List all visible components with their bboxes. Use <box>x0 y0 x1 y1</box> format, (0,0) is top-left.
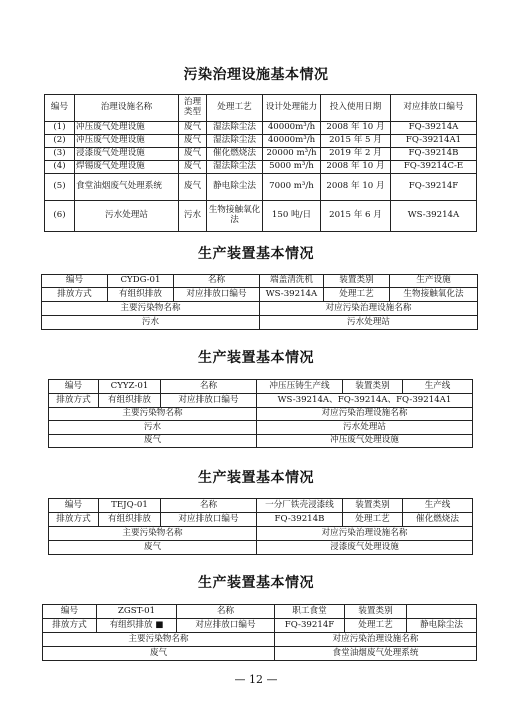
cell-process: 湿法除尘法 <box>207 122 263 135</box>
cell-start-date: 2008 年 10 月 <box>321 122 391 135</box>
cell-treatment-type: 废气 <box>179 122 207 135</box>
pollutant: 污水 <box>42 316 260 330</box>
label-process: 处理工艺 <box>324 288 390 302</box>
device-section-title: 生产装置基本情况 <box>198 470 314 486</box>
cell-start-date: 2008 年 10 月 <box>321 174 391 201</box>
cell-capacity: 7000 m³/h <box>263 174 321 201</box>
page-number: — 12 — <box>234 673 278 686</box>
device-table <box>41 274 478 330</box>
header-process: 处理工艺 <box>207 95 263 122</box>
label-discharge-mode: 排放方式 <box>43 619 97 633</box>
label-main-pollutant: 主要污染物名称 <box>49 408 257 421</box>
outlet-no: WS-39214A <box>260 288 324 302</box>
cell-id: (1) <box>45 122 75 135</box>
cell-outlet: FQ-39214F <box>391 174 477 201</box>
device-name: 端盖清洗机 <box>260 275 324 288</box>
label-device-type: 装置类别 <box>345 605 407 619</box>
pollutant: 废气 <box>43 647 275 661</box>
cell-facility-name: 食堂油烟废气处理系统 <box>75 174 179 201</box>
header-outlet: 对应排放口编号 <box>391 95 477 122</box>
table-row <box>45 161 477 174</box>
label-process: 处理工艺 <box>343 513 403 527</box>
table-row <box>49 435 473 448</box>
header-treatment-type: 治理类型 <box>179 95 207 122</box>
table-row <box>45 174 477 201</box>
cell-treatment-type: 废气 <box>179 161 207 174</box>
cell-start-date: 2015 年 5 月 <box>321 135 391 148</box>
treatment-facility: 浸漆废气处理设施 <box>257 541 473 555</box>
device-table <box>48 379 473 448</box>
pollutant: 废气 <box>49 541 257 555</box>
cell-start-date: 2019 年 2 月 <box>321 148 391 161</box>
label-id: 编号 <box>49 499 99 513</box>
label-id: 编号 <box>49 380 99 394</box>
device-name: 一分厂铁壳浸漆线 <box>257 499 343 513</box>
label-process: 处理工艺 <box>345 619 407 633</box>
label-main-pollutant: 主要污染物名称 <box>43 633 275 647</box>
label-discharge-mode: 排放方式 <box>49 513 99 527</box>
table-row <box>42 316 478 330</box>
device-section-title: 生产装置基本情况 <box>198 246 314 262</box>
outlet-no: FQ-39214F <box>275 619 345 633</box>
pollutant: 污水 <box>49 421 257 435</box>
label-device-type: 装置类别 <box>324 275 390 288</box>
device-type <box>407 605 477 619</box>
device-table <box>48 498 473 555</box>
cell-treatment-type: 废气 <box>179 135 207 148</box>
table-row <box>49 421 473 435</box>
discharge-mode: 有组织排放 <box>108 288 174 302</box>
label-outlet: 对应排放口编号 <box>177 619 275 633</box>
device-id: CYYZ-01 <box>99 380 161 394</box>
table-row <box>49 541 473 555</box>
outlet-no: WS-39214A、FQ-39214A、FQ-39214A1 <box>257 394 473 408</box>
cell-process: 生物接触氧化法 <box>207 201 263 232</box>
table-row <box>45 148 477 161</box>
cell-id: (3) <box>45 148 75 161</box>
label-outlet: 对应排放口编号 <box>161 394 257 408</box>
device-id: ZGST-01 <box>97 605 177 619</box>
label-name: 名称 <box>161 499 257 513</box>
facility-section-title: 污染治理设施基本情况 <box>183 67 329 83</box>
cell-facility-name: 冲压废气处理设施 <box>75 122 179 135</box>
device-table <box>42 604 477 661</box>
treatment-facility: 污水处理站 <box>257 421 473 435</box>
cell-outlet: FQ-39214C-E <box>391 161 477 174</box>
header-start-date: 投入使用日期 <box>321 95 391 122</box>
cell-capacity: 20000 m³/h <box>263 148 321 161</box>
device-type: 生产线 <box>403 499 473 513</box>
discharge-mode: 有组织排放 <box>99 513 161 527</box>
facility-header-row <box>45 95 477 122</box>
cell-id: (6) <box>45 201 75 232</box>
label-name: 名称 <box>174 275 260 288</box>
process: 生物接触氧化法 <box>390 288 478 302</box>
cell-facility-name: 冲压废气处理设施 <box>75 135 179 148</box>
cell-capacity: 40000m³/h <box>263 122 321 135</box>
treatment-facility: 污水处理站 <box>260 316 478 330</box>
cell-outlet: FQ-39214A1 <box>391 135 477 148</box>
label-device-type: 装置类别 <box>343 380 403 394</box>
discharge-mode: 有组织排放 ■ <box>97 619 177 633</box>
label-name: 名称 <box>177 605 275 619</box>
cell-outlet: FQ-39214B <box>391 148 477 161</box>
label-treatment-facility: 对应污染治理设施名称 <box>260 302 478 316</box>
label-main-pollutant: 主要污染物名称 <box>49 527 257 541</box>
cell-facility-name: 污水处理站 <box>75 201 179 232</box>
label-treatment-facility: 对应污染治理设施名称 <box>257 408 473 421</box>
cell-id: (5) <box>45 174 75 201</box>
cell-process: 湿法除尘法 <box>207 161 263 174</box>
table-row <box>45 135 477 148</box>
discharge-mode: 有组织排放 <box>99 394 161 408</box>
cell-facility-name: 浸漆废气处理设施 <box>75 148 179 161</box>
cell-start-date: 2015 年 6 月 <box>321 201 391 232</box>
table-row <box>45 122 477 135</box>
cell-start-date: 2008 年 10 月 <box>321 161 391 174</box>
cell-treatment-type: 废气 <box>179 148 207 161</box>
header-capacity: 设计处理能力 <box>263 95 321 122</box>
label-discharge-mode: 排放方式 <box>49 394 99 408</box>
device-name: 职工食堂 <box>275 605 345 619</box>
cell-capacity: 150 吨/日 <box>263 201 321 232</box>
facility-table <box>44 94 477 232</box>
label-id: 编号 <box>42 275 108 288</box>
cell-capacity: 40000m³/h <box>263 135 321 148</box>
device-section-title: 生产装置基本情况 <box>198 575 314 591</box>
device-section-title: 生产装置基本情况 <box>198 350 314 366</box>
cell-treatment-type: 污水 <box>179 201 207 232</box>
label-treatment-facility: 对应污染治理设施名称 <box>257 527 473 541</box>
cell-process: 催化燃烧法 <box>207 148 263 161</box>
label-name: 名称 <box>161 380 257 394</box>
label-outlet: 对应排放口编号 <box>161 513 257 527</box>
device-type: 生产线 <box>403 380 473 394</box>
cell-process: 湿法除尘法 <box>207 135 263 148</box>
cell-process: 静电除尘法 <box>207 174 263 201</box>
cell-outlet: FQ-39214A <box>391 122 477 135</box>
header-facility-name: 治理设施名称 <box>75 95 179 122</box>
table-row <box>43 647 477 661</box>
cell-outlet: WS-39214A <box>391 201 477 232</box>
label-treatment-facility: 对应污染治理设施名称 <box>275 633 477 647</box>
process: 催化燃烧法 <box>403 513 473 527</box>
cell-capacity: 5000 m³/h <box>263 161 321 174</box>
device-name: 冲压压铸生产线 <box>257 380 343 394</box>
label-outlet: 对应排放口编号 <box>174 288 260 302</box>
label-device-type: 装置类别 <box>343 499 403 513</box>
label-id: 编号 <box>43 605 97 619</box>
outlet-no: FQ-39214B <box>257 513 343 527</box>
label-main-pollutant: 主要污染物名称 <box>42 302 260 316</box>
device-id: TEJQ-01 <box>99 499 161 513</box>
cell-treatment-type: 废气 <box>179 174 207 201</box>
treatment-facility: 冲压废气处理设施 <box>257 435 473 448</box>
cell-facility-name: 焊锡废气处理设施 <box>75 161 179 174</box>
cell-id: (2) <box>45 135 75 148</box>
label-discharge-mode: 排放方式 <box>42 288 108 302</box>
header-id: 编号 <box>45 95 75 122</box>
device-type: 生产设施 <box>390 275 478 288</box>
treatment-facility: 食堂油烟废气处理系统 <box>275 647 477 661</box>
process: 静电除尘法 <box>407 619 477 633</box>
device-id: CYDG-01 <box>108 275 174 288</box>
cell-id: (4) <box>45 161 75 174</box>
table-row <box>45 201 477 232</box>
pollutant: 废气 <box>49 435 257 448</box>
